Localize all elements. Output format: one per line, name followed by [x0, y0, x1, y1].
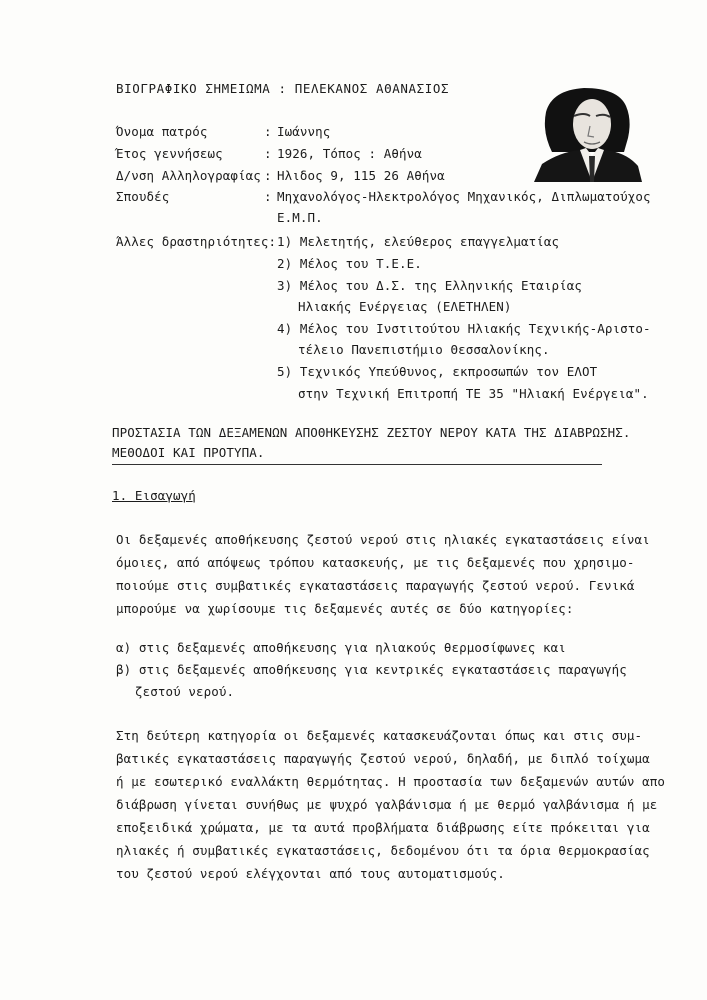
father-name-label: Όνομα πατρός: [116, 124, 208, 139]
paragraph-line: διάβρωση γίνεται συνήθως με ψυχρό γαλβάνισμα ή με θερμό γαλβάνισμα ή με: [116, 797, 658, 812]
birth-year-label: Έτος γεννήσεως: [116, 146, 223, 161]
colon: :: [264, 124, 272, 139]
paragraph-line: του ζεστού νερού ελέγχονται από τους αυτοματισμούς.: [116, 866, 505, 881]
colon: :: [264, 146, 272, 161]
list-item: β) στις δεξαμενές αποθήκευσης για κεντρικές εγκαταστάσεις παραγωγής: [116, 662, 627, 677]
paragraph-line: Στη δεύτερη κατηγορία οι δεξαμενές κατασκευάζονται όπως και στις συμ-: [116, 728, 643, 743]
activity-item: 5) Τεχνικός Υπεύθυνος, εκπροσωπών τον ΕΛΟΤ: [277, 364, 598, 379]
activities-label: Άλλες δραστηριότητες:: [116, 234, 277, 249]
list-item: α) στις δεξαμενές αποθήκευσης για ηλιακούς θερμοσίφωνες και: [116, 640, 566, 655]
paragraph-line: ή με εσωτερικό εναλλάκτη θερμότητας. Η προστασία των δεξαμενών αυτών απο: [116, 774, 666, 789]
article-title: ΠΡΟΣΤΑΣΙΑ ΤΩΝ ΔΕΞΑΜΕΝΩΝ ΑΠΟΘΗΚΕΥΣΗΣ ΖΕΣΤΟΥ ΝΕΡΟΥ ΚΑΤΑ ΤΗΣ ΔΙΑΒΡΩΣΗΣ.: [112, 425, 631, 440]
portrait-photo: [532, 86, 642, 182]
activity-item-cont: Ηλιακής Ενέργειας (ΕΛΕΤΗΛΕΝ): [298, 299, 512, 314]
father-name-value: Ιωάννης: [277, 124, 331, 139]
section-heading: 1. Εισαγωγή: [112, 488, 196, 503]
studies-value: Μηχανολόγος-Ηλεκτρολόγος Μηχανικός, Διπλωματούχος: [277, 189, 651, 204]
colon: :: [264, 168, 272, 183]
paragraph-line: όμοιες, από απόψεως τρόπου κατασκευής, με τις δεξαμενές που χρησιμο-: [116, 555, 635, 570]
studies-label: Σπουδές: [116, 189, 170, 204]
paragraph-line: βατικές εγκαταστάσεις παραγωγής ζεστού νερού, δηλαδή, με διπλό τοίχωμα: [116, 751, 650, 766]
activity-item: 2) Μέλος του Τ.Ε.Ε.: [277, 256, 422, 271]
colon: :: [264, 189, 272, 204]
paragraph-line: ποιούμε στις συμβατικές εγκαταστάσεις παραγωγής ζεστού νερού. Γενικά: [116, 578, 635, 593]
paragraph-line: ηλιακές ή συμβατικές εγκαταστάσεις, δεδομένου ότι τα όρια θερμοκρασίας: [116, 843, 650, 858]
list-item-cont: ζεστού νερού.: [135, 684, 235, 699]
address-label: Δ/νση Αλληλογραφίας: [116, 168, 261, 183]
activity-item: 1) Μελετητής, ελεύθερος επαγγελματίας: [277, 234, 560, 249]
paragraph-line: μπορούμε να χωρίσουμε τις δεξαμενές αυτές σε δύο κατηγορίες:: [116, 601, 574, 616]
paragraph-line: εποξειδικά χρώματα, με τα αυτά προβλήματα διάβρωσης είτε πρόκειται για: [116, 820, 650, 835]
activity-item: 4) Μέλος του Ινστιτούτου Ηλιακής Τεχνικής-Αριστο-: [277, 321, 651, 336]
document-title: ΒΙΟΓΡΑΦΙΚΟ ΣΗΜΕΙΩΜΑ : ΠΕΛΕΚΑΝΟΣ ΑΘΑΝΑΣΙΟΣ: [116, 81, 450, 96]
address-value: Ηλιδος 9, 115 26 Αθήνα: [277, 168, 445, 183]
activity-item: 3) Μέλος του Δ.Σ. της Ελληνικής Εταιρίας: [277, 278, 583, 293]
activity-item-cont: τέλειο Πανεπιστήμιο Θεσσαλονίκης.: [298, 342, 550, 357]
paragraph-line: Οι δεξαμενές αποθήκευσης ζεστού νερού στις ηλιακές εγκαταστάσεις είναι: [116, 532, 650, 547]
article-subtitle: ΜΕΘΟΔΟΙ ΚΑΙ ΠΡΟΤΥΠΑ.: [112, 445, 265, 460]
activity-item-cont: στην Τεχνική Επιτροπή ΤΕ 35 "Ηλιακή Ενέργεια".: [298, 386, 649, 401]
birth-year-value: 1926, Τόπος : Αθήνα: [277, 146, 422, 161]
title-underline: [112, 464, 602, 465]
studies-value-cont: Ε.Μ.Π.: [277, 210, 323, 225]
